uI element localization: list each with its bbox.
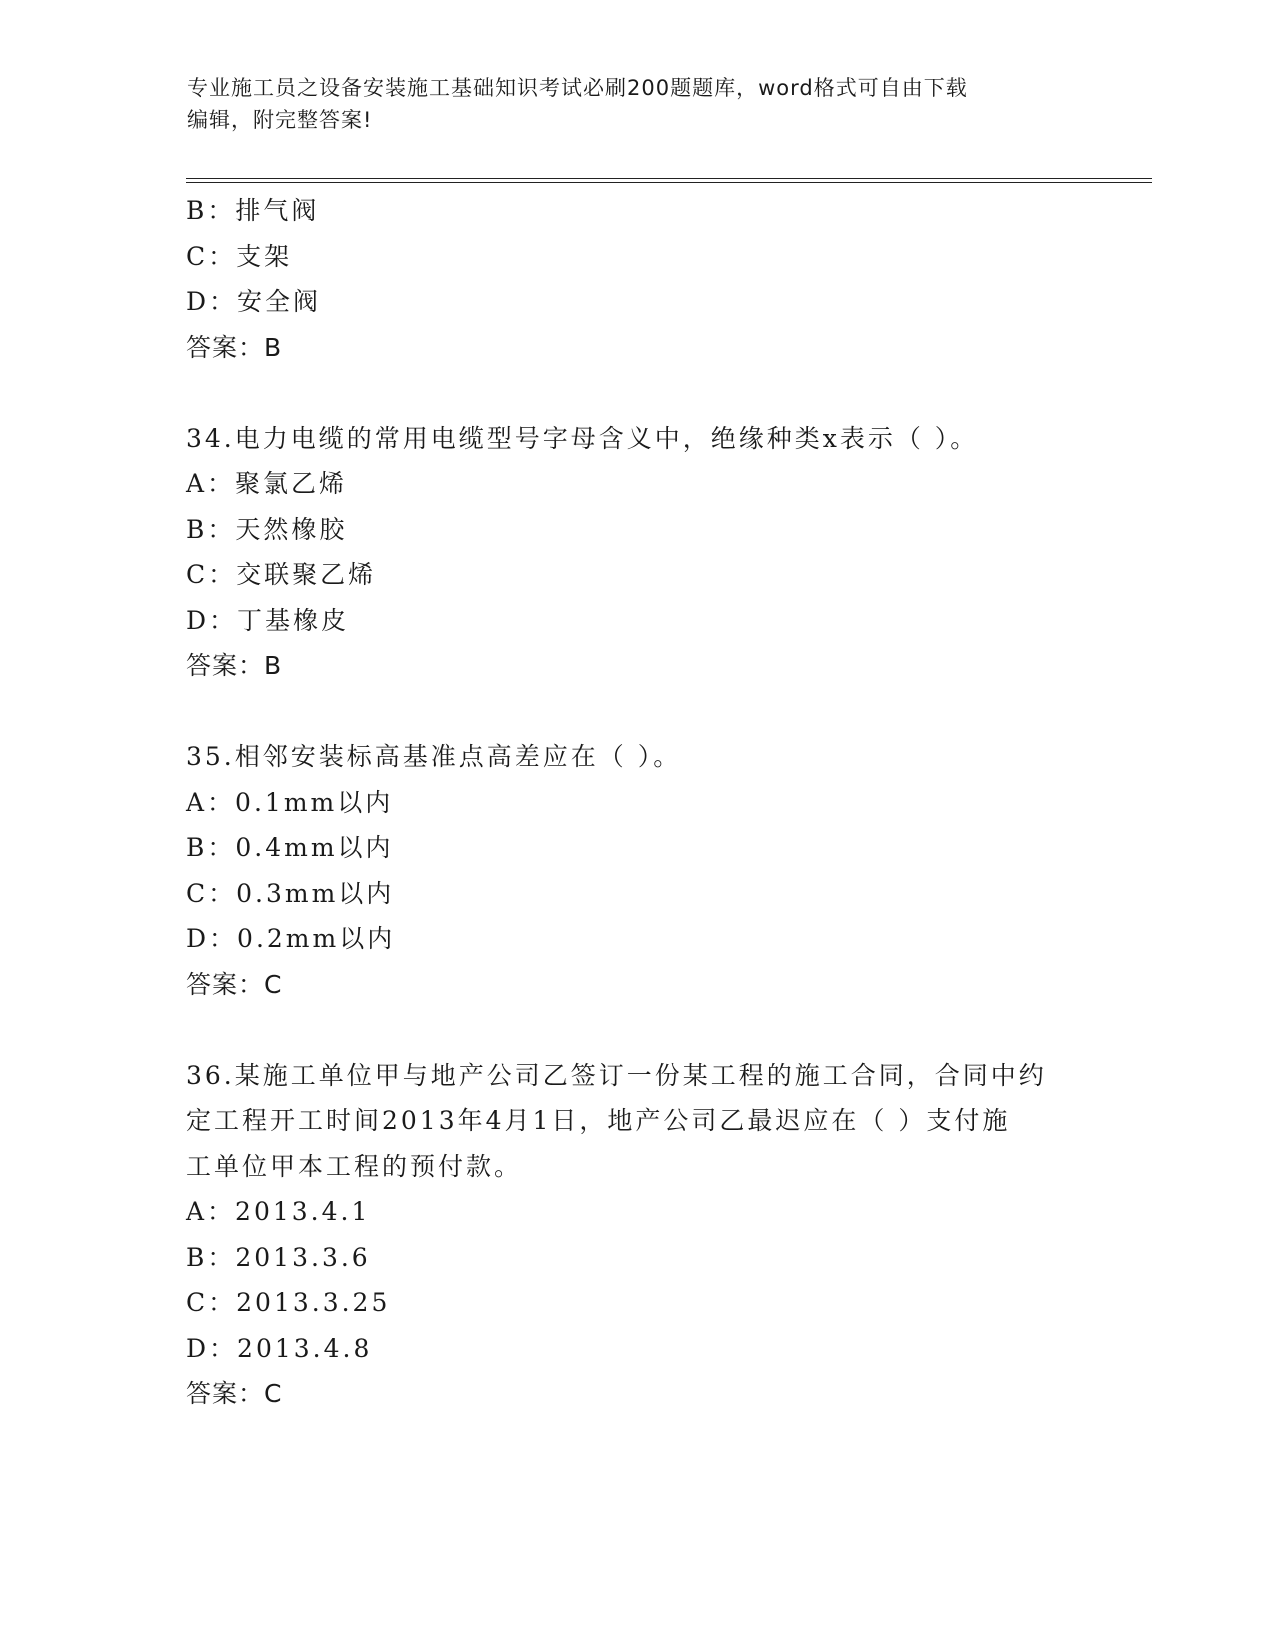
answer: 答案：C [186, 969, 283, 999]
header-divider [186, 178, 1152, 183]
answer: 答案：B [186, 332, 283, 362]
spacer [186, 689, 1086, 735]
question-35 [186, 734, 1086, 1007]
option-c: C：交联聚乙烯 [186, 560, 377, 589]
spacer [186, 370, 1086, 416]
option-c: C：支架 [186, 241, 293, 271]
option-b: B：天然橡胶 [186, 514, 348, 544]
option-b: B：排气阀 [186, 196, 320, 225]
question-stem-line-2: 定工程开工时间2013年4月1日，地产公司乙最迟应在（ ）支付施 [186, 1106, 1011, 1135]
option-a: A：0.1mm以内 [186, 787, 394, 817]
question-list [186, 188, 1086, 1417]
question-36 [186, 1053, 1086, 1417]
option-d: D：丁基橡皮 [186, 605, 350, 635]
option-a: A：2013.4.1 [186, 1197, 371, 1226]
question-stem-line-3: 工单位甲本工程的预付款。 [186, 1151, 523, 1181]
option-d: D：0.2mm以内 [186, 924, 396, 953]
question-33 [186, 188, 1086, 370]
header-line-2: 编辑，附完整答案! [187, 108, 373, 132]
document-header [187, 72, 1087, 136]
question-stem-line-1: 36.某施工单位甲与地产公司乙签订一份某工程的施工合同，合同中约 [186, 1060, 1047, 1090]
option-c: C：0.3mm以内 [186, 878, 395, 908]
answer: 答案：C [186, 1379, 283, 1408]
option-d: D：安全阀 [186, 287, 322, 316]
header-line-1: 专业施工员之设备安装施工基础知识考试必刷200题题库，word格式可自由下载 [187, 76, 968, 100]
answer: 答案：B [186, 651, 283, 680]
question-stem: 35.相邻安装标高基准点高差应在（ ）。 [186, 742, 682, 771]
option-d: D：2013.4.8 [186, 1333, 373, 1363]
option-c: C：2013.3.25 [186, 1288, 391, 1317]
question-stem: 34.电力电缆的常用电缆型号字母含义中，绝缘种类x表示（ ）。 [186, 423, 979, 453]
option-b: B：2013.3.6 [186, 1242, 371, 1272]
option-a: A：聚氯乙烯 [186, 469, 348, 498]
option-b: B：0.4mm以内 [186, 833, 394, 862]
question-34 [186, 416, 1086, 689]
spacer [186, 1007, 1086, 1053]
